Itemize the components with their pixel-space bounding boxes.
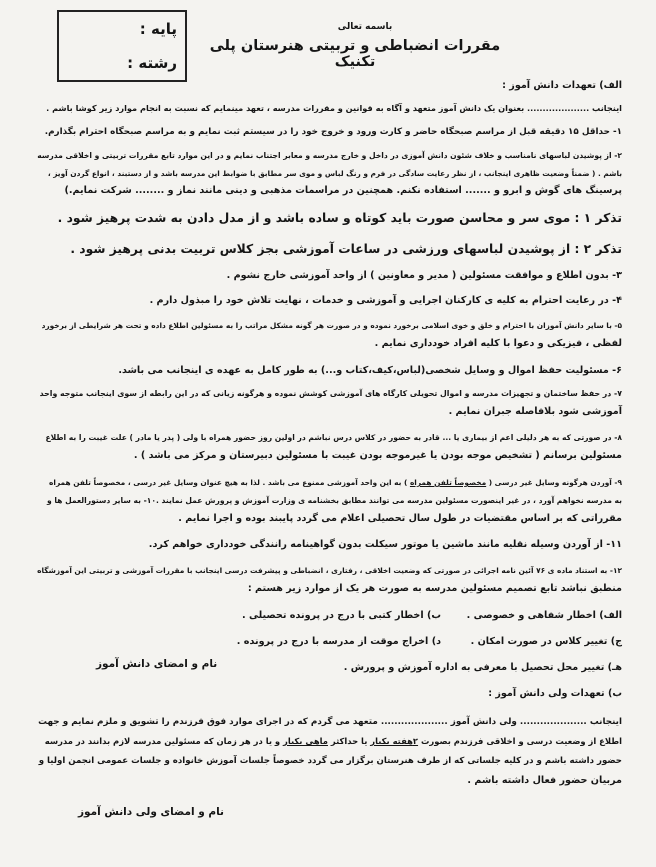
option-alef: الف) اخطار شفاهی و خصوصی . [466, 610, 622, 621]
student-section-heading: الف) تعهدات دانش آموز : [502, 80, 622, 91]
monthly-emphasis: ماهی یکبار [283, 736, 328, 746]
rule-12-line-1: ۱۲- به استناد ماده ی ۷۶ آئین نامه اجرائی در صورتی که وضعیت اخلاقی ، رفتاری ، انضباطی و پیشرفت درسی اینجانب با مقررات آموزشی و تربیتی این آموزشگاه [37, 566, 622, 575]
rule-4: ۴- در رعایت احترام به کلیه ی کارکنان اجرایی و آموزشی و خدمات ، نهایت تلاش خود را مبذول دارم . [149, 295, 622, 306]
parent-line-3: حضور داشته باشم و در کلیه جلساتی که از طرف هنرستان برگزار می گردد خصوصاً جلسات آموزش خانواده و جلسات عمومی انجمن اولیا و [38, 756, 622, 766]
major-label: رشته : [127, 54, 177, 72]
rule-3: ۳- بدون اطلاع و موافقت مسئولین ( مدیر و معاونین ) از واحد آموزشی خارج نشوم . [226, 270, 622, 281]
option-je: ج) تغییر کلاس در صورت امکان . [470, 636, 622, 647]
rule-7-line-2: آموزشی شود بلافاصله جبران نمایم . [448, 406, 622, 417]
rule-1: ۱- حداقل ۱۵ دقیقه قبل از مراسم صبحگاه حاضر و کارت ورود و خروج خود را در سیستم ثبت نمایم و به مراسم صبحگاه احترام بگذارم. [44, 127, 622, 137]
rule-6: ۶- مسئولیت حفظ اموال و وسایل شخصی(لباس،کیف،کتاب و...) به طور کامل به عهده ی اینجانب می باشد. [118, 365, 622, 376]
rule-2-line-3: پرسینگ های گوش و ابرو و ....... استفاده نکنم. همچنین در مراسمات مذهبی و دینی مانند نماز و ........ شرکت نمایم.) [64, 185, 622, 196]
parent-line-4: مربیان حضور فعال داشته باشم . [467, 775, 622, 786]
option-he: هـ) تغییر محل تحصیل با معرفی به اداره آموزش و پرورش . [343, 662, 622, 673]
rule-7-line-1: ۷- در حفظ ساختمان و تجهیزات مدرسه و اموال تحویلی کارگاه های آموزشی کوشش نموده و هرگونه زیانی که در این رابطه از سوی اینجانب متوجه واحد [39, 389, 622, 398]
rule-9-line-2: به مدرسه نخواهم آورد ، در غیر اینصورت مسئولین مدرسه می توانند مطابق بخشنامه ی وزارت آموزش و پرورش عمل نمایند .۱۰- به سایر دستورالعمل ها و [46, 496, 622, 505]
rule-12-line-2: منطبق نباشد تابع تصمیم مسئولین مدرسه به صورت هر یک از موارد زیر هستم : [247, 583, 622, 594]
grade-label: پایه : [139, 20, 177, 38]
rule-9-line-1: ۹- آوردن هرگونه وسایل غیر درسی ( مخصوصاً تلفن همراه ) به این واحد آموزشی ممنوع می باشد . لذا به هیچ عنوان وسایل غیر درسی ، مخصوصاً تلفن همراه [49, 478, 622, 487]
basmala: باسمه تعالی [337, 22, 393, 32]
rule-11: ۱۱- از آوردن وسیله نقلیه مانند ماشین یا موتور سیکلت بدون گواهینامه رانندگی خودداری خواهم کرد. [148, 539, 622, 550]
parent-signature-label: نام و امضای ولی دانش آموز [78, 806, 224, 818]
rule-9-line-3: مقرراتی که بر اساس مقتضیات در طول سال تحصیلی اعلام می گردد پایبند بوده و اجرا نمایم . [178, 513, 622, 524]
rule-8-line-1: ۸- در صورتی که به هر دلیلی اعم از بیماری یا ... قادر به حضور در کلاس درس نباشم در اولین روز حضور همراه با ولی ( پدر یا مادر ) علت غیبت را به اطلاع [45, 433, 622, 442]
rule-5-line-1: ۵- با سایر دانش آموزان با احترام و خلق و خوی اسلامی برخورد نموده و در صورت هر گونه مشکل مراتب را به مسئولین اطلاع داده و تحت هر شرایطی از برخورد [41, 321, 622, 330]
rule-2-line-2: باشم . ( ضمناً وضعیت ظاهری اینجانب ، از نظر رعایت سادگی در فرم و رنگ لباس و موی سر مطابق با ضوابط این مدرسه باشد و از دستبند ، انواع گردن آویز ، [47, 169, 622, 178]
rule-2-line-1: ۲- از پوشیدن لباسهای نامناسب و خلاف شئون دانش آموزی در داخل و خارج مدرسه و معابر اجتناب نمایم و در این موارد تابع مقررات تربیتی و اخلاقی مدرسه [37, 151, 622, 160]
parent-line-2: اطلاع از وضعیت درسی و اخلاقی فرزندم بصورت ۲هفته یکبار یا حداکثر ماهی یکبار و یا در هر زمان که مسئولین مدرسه لازم بدانند در مدرسه [44, 736, 622, 746]
option-dal: د) اخراج موقت از مدرسه با درج در پرونده . [236, 636, 441, 647]
grade-field-box [57, 10, 187, 82]
student-intro: اینجانب .................... بعنوان یک دانش آموز متعهد و آگاه به قوانین و مقررات مدرسه ، تعهد مینمایم که نسبت به انجام موارد زیر کوشا باشم . [46, 103, 622, 113]
page-title: مقررات انضباطی و تربیتی هنرستان پلی تکنیک [209, 38, 501, 70]
parent-section-heading: ب) تعهدات ولی دانش آموز : [488, 688, 622, 699]
parent-line-1: اینجانب .................... ولی دانش آموز .................... متعهد می گردم که در اجرای موارد فوق فرزندم را تشویق و ملزم نمایم و جهت [38, 717, 622, 727]
note-2: تذکر ۲ : از پوشیدن لباسهای ورزشی در ساعات آموزشی بجز کلاس تربیت بدنی پرهیز شود . [70, 242, 622, 256]
student-signature-label: نام و امضای دانش آموز [96, 658, 218, 670]
rule-8-line-2: مسئولین برسانم ( تشخیص موجه بودن یا غیرموجه بودن غیبت با مسئولین دبیرستان و مرکز می باشد ) . [133, 450, 622, 461]
option-be: ب) اخطار کتبی با درج در پرونده تحصیلی . [241, 610, 441, 621]
mobile-phone-emphasis: مخصوصاً تلفن همراه [409, 478, 487, 487]
rule-5-line-2: لفظی ، فیزیکی و دعوا با کلیه افراد خودداری نمایم . [374, 338, 622, 349]
biweekly-emphasis: ۲هفته یکبار [370, 736, 419, 746]
note-1: تذکر ۱ : موی سر و محاسن صورت باید کوتاه و ساده باشد و از مدل دادن به شدت پرهیز شود . [57, 211, 622, 225]
